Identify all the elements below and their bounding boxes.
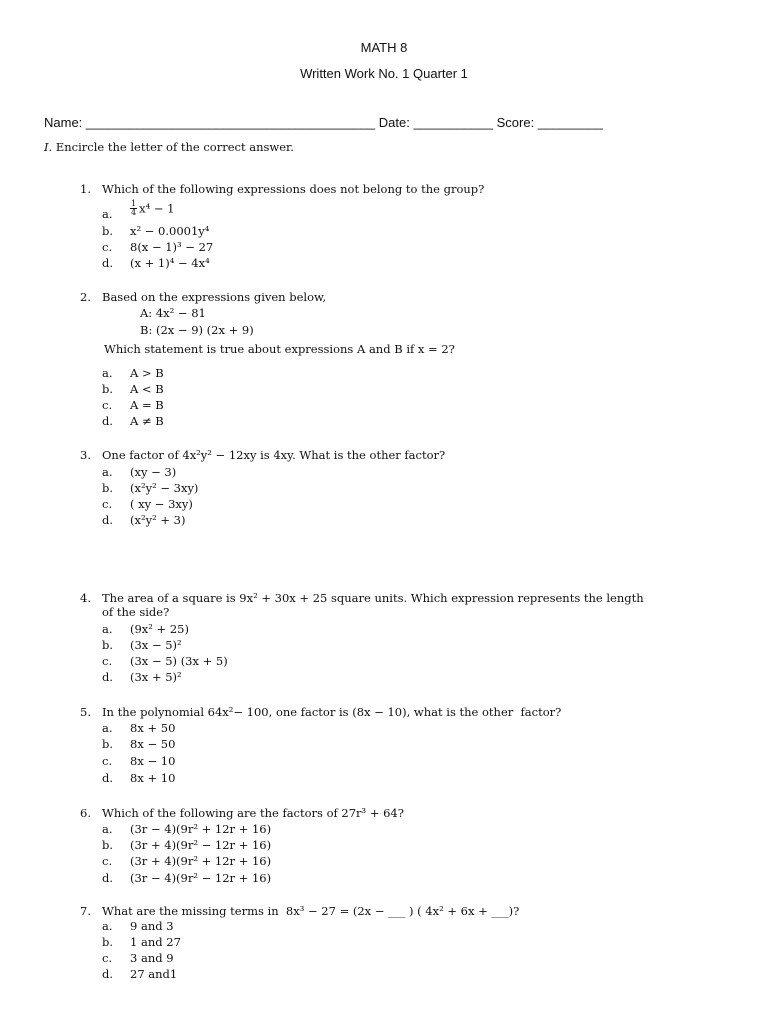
q5-option-b: 8x − 50 <box>130 737 176 751</box>
q2-number: 2. <box>80 290 91 304</box>
q3-option-b: (x²y² − 3xy) <box>130 481 199 495</box>
q6-option-a: (3r − 4)(9r² + 12r + 16) <box>130 822 272 836</box>
q2-text: Based on the expressions given below, <box>102 290 327 304</box>
q6-text: Which of the following are the factors of 27r³ + 64? <box>102 806 404 820</box>
q7-letter-b: b. <box>102 935 114 949</box>
q2-letter-b: b. <box>102 382 114 396</box>
q7-text: What are the missing terms in 8x³ − 27 = (2x − ___ ) ( 4x² + 6x + ___)? <box>102 904 520 918</box>
q1-letter-a: a. <box>102 207 113 221</box>
q6-option-c: (3r + 4)(9r² + 12r + 16) <box>130 854 272 868</box>
q1-text: Which of the following expressions does not belong to the group? <box>102 182 485 196</box>
q2-letter-d: d. <box>102 414 114 428</box>
q1-a-fraction <box>130 200 137 217</box>
q5-number: 5. <box>80 705 91 719</box>
name-blank: ________________________________________ <box>85 115 376 130</box>
q3-letter-a: a. <box>102 465 113 479</box>
worksheet-title: MATH 8 <box>360 40 408 55</box>
q4-text-line1: The area of a square is 9x² + 30x + 25 square units. Which expression represents the length <box>102 591 644 605</box>
q3-option-a: (xy − 3) <box>130 465 177 479</box>
date-label: Date: <box>378 115 410 130</box>
q7-letter-c: c. <box>102 951 113 965</box>
name-label: Name: <box>44 115 83 130</box>
q1-letter-d: d. <box>102 256 114 270</box>
q3-option-c: ( xy − 3xy) <box>130 497 193 511</box>
q1-number: 1. <box>80 182 91 196</box>
q6-option-d: (3r − 4)(9r² − 12r + 16) <box>130 871 272 885</box>
q3-text: One factor of 4x²y² − 12xy is 4xy. What is the other factor? <box>102 448 446 462</box>
q6-letter-c: c. <box>102 854 113 868</box>
q3-letter-d: d. <box>102 513 114 527</box>
q6-letter-d: d. <box>102 871 114 885</box>
q1-a-numerator: 1 <box>131 199 137 208</box>
q6-option-b: (3r + 4)(9r² − 12r + 16) <box>130 838 272 852</box>
q2-option-b: A < B <box>130 382 164 396</box>
q1-a-denominator: 4 <box>131 208 137 217</box>
q2-option-c: A = B <box>130 398 164 412</box>
score-blank: _________ <box>537 115 603 130</box>
q6-letter-a: a. <box>102 822 113 836</box>
q5-letter-d: d. <box>102 771 114 785</box>
q4-option-a: (9x² + 25) <box>130 622 189 636</box>
q4-option-c: (3x − 5) (3x + 5) <box>130 654 228 668</box>
q5-text: In the polynomial 64x²− 100, one factor is (8x − 10), what is the other factor? <box>102 705 562 719</box>
q2-option-a: A > B <box>130 366 164 380</box>
q5-option-a: 8x + 50 <box>130 721 176 735</box>
q2-question: Which statement is true about expressions A and B if x = 2? <box>104 342 455 356</box>
q5-option-d: 8x + 10 <box>130 771 176 785</box>
q3-letter-b: b. <box>102 481 114 495</box>
q1-letter-c: c. <box>102 240 113 254</box>
q6-letter-b: b. <box>102 838 114 852</box>
q1-option-b: x² − 0.0001y⁴ <box>130 224 210 238</box>
q2-letter-a: a. <box>102 366 113 380</box>
q3-letter-c: c. <box>102 497 113 511</box>
q2-option-d: A ≠ B <box>130 414 164 428</box>
instruction <box>44 140 294 154</box>
q4-option-b: (3x − 5)² <box>130 638 182 652</box>
q1-option-a <box>130 200 174 217</box>
q7-option-d: 27 and1 <box>130 967 178 981</box>
q1-letter-b: b. <box>102 224 114 238</box>
q5-option-c: 8x − 10 <box>130 754 176 768</box>
q7-option-a: 9 and 3 <box>130 919 174 933</box>
q3-number: 3. <box>80 448 91 462</box>
q1-a-rest: x⁴ − 1 <box>139 201 175 216</box>
q4-letter-b: b. <box>102 638 114 652</box>
q4-letter-c: c. <box>102 654 113 668</box>
worksheet-subtitle: Written Work No. 1 Quarter 1 <box>300 66 468 81</box>
q7-letter-a: a. <box>102 919 113 933</box>
info-fields <box>44 115 603 130</box>
q4-number: 4. <box>80 591 91 605</box>
q4-text-line2: of the side? <box>102 605 170 619</box>
q5-letter-c: c. <box>102 754 113 768</box>
q2-expression-a: A: 4x² − 81 <box>140 306 206 320</box>
q3-option-d: (x²y² + 3) <box>130 513 186 527</box>
q7-option-b: 1 and 27 <box>130 935 181 949</box>
q4-option-d: (3x + 5)² <box>130 670 182 684</box>
q7-letter-d: d. <box>102 967 114 981</box>
q1-option-c: 8(x − 1)³ − 27 <box>130 240 214 254</box>
q7-option-c: 3 and 9 <box>130 951 174 965</box>
score-label: Score: <box>496 115 535 130</box>
q1-option-d: (x + 1)⁴ − 4x⁴ <box>130 256 210 270</box>
q2-letter-c: c. <box>102 398 113 412</box>
q4-letter-a: a. <box>102 622 113 636</box>
q6-number: 6. <box>80 806 91 820</box>
instruction-roman: I. <box>44 140 53 154</box>
instruction-text: Encircle the letter of the correct answer. <box>55 140 294 154</box>
date-blank: ___________ <box>413 115 493 130</box>
q5-letter-a: a. <box>102 721 113 735</box>
q2-expression-b: B: (2x − 9) (2x + 9) <box>140 323 254 337</box>
q5-letter-b: b. <box>102 737 114 751</box>
q7-number: 7. <box>80 904 91 918</box>
q4-letter-d: d. <box>102 670 114 684</box>
